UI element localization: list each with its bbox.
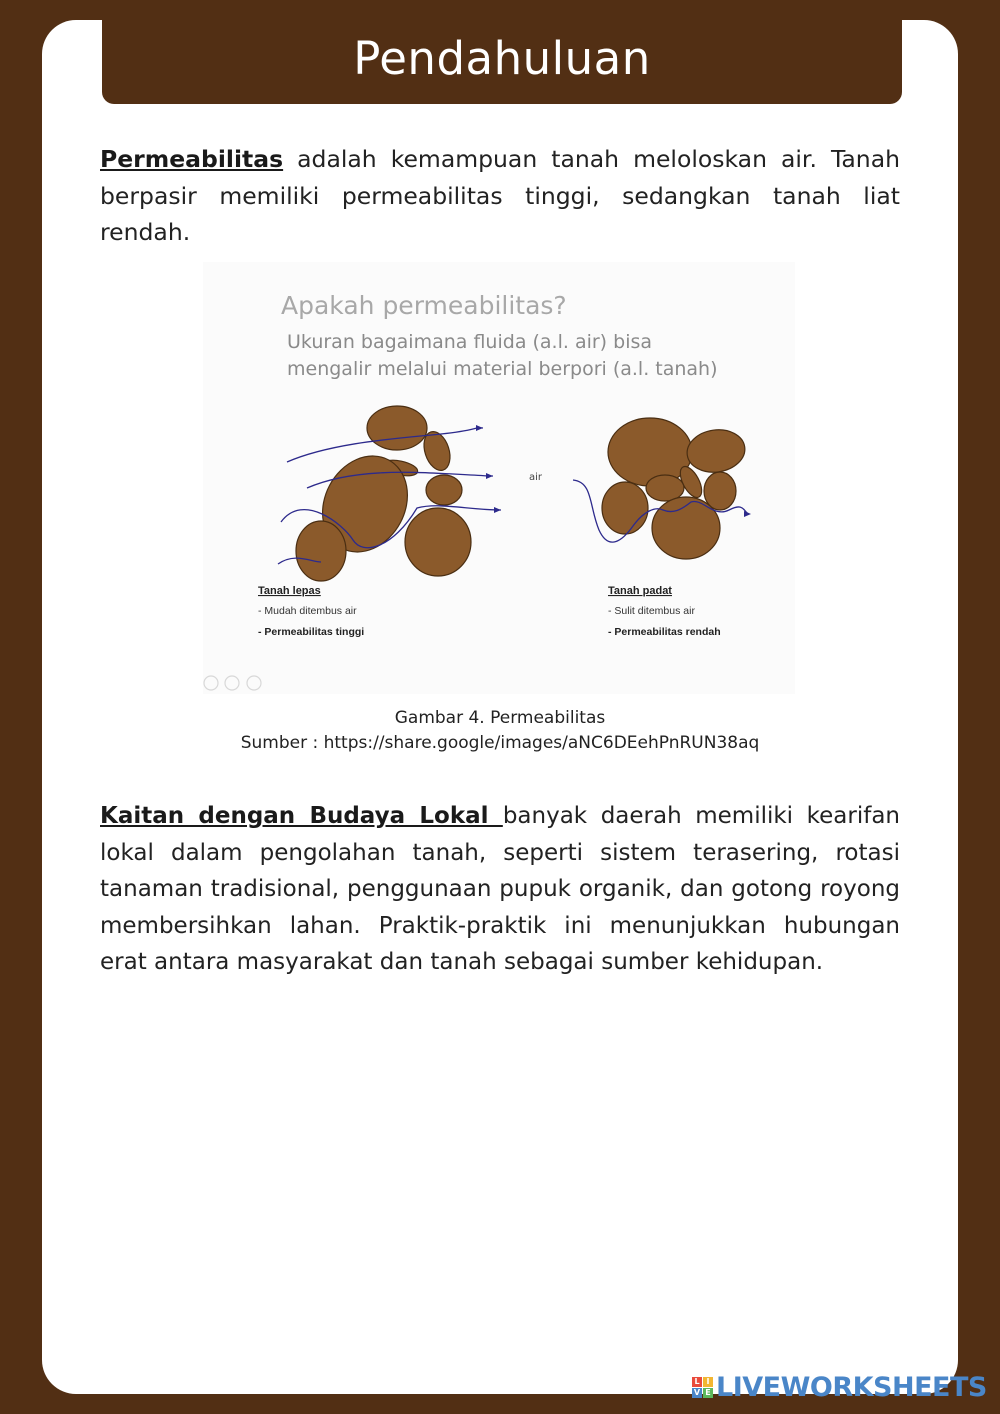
loose-soil-heading: Tanah lepas [258,585,321,597]
caption-title: Gambar 4. Permeabilitas [394,708,606,728]
figure-subtitle-1: Ukuran bagaimana fluida (a.l. air) bisa [287,331,653,353]
liveworksheets-watermark [692,1372,987,1403]
watermark-text: LIVEWORKSHEETS [716,1372,987,1403]
intro-paragraph [100,141,900,251]
dense-soil-point-2: - Permeabilitas rendah [608,626,721,638]
dense-soil-point-1: - Sulit ditembus air [608,605,695,617]
permeability-figure [203,262,795,694]
intro-term: Permeabilitas [100,145,284,173]
page-title: Pendahuluan [102,20,902,104]
local-culture-term: Kaitan dengan Budaya Lokal [100,803,503,829]
dense-soil-heading: Tanah padat [608,585,672,597]
local-culture-text: banyak daerah memiliki kearifan lokal dalam pengolahan tanah, seperti sistem terasering, rotasi tanaman tradisional, penggunaan pupuk organik, dan gotong royong membersihkan lahan. Praktik-praktik ini menunjukkan hubungan erat antara masyarakat dan tanah sebagai sumber kehidupan. [100,803,900,975]
figure-title: Apakah permeabilitas? [281,291,567,320]
intro-text: adalah kemampuan tanah meloloskan air. Tanah berpasir memiliki permeabilitas tinggi, sedangkan tanah liat rendah. [100,145,900,246]
caption-source: Sumber : https://share.google/images/aNC6DEehPnRUN38aq [240,733,760,753]
figure-subtitle-2: mengalir melalui material berpori (a.l. tanah) [287,358,718,380]
liveworksheets-logo-icon: L I V E [692,1377,713,1398]
figure-caption [100,706,900,756]
center-air-label: air [529,472,543,483]
local-culture-paragraph [100,798,900,981]
loose-soil-point-1: - Mudah ditembus air [258,605,357,617]
loose-soil-point-2: - Permeabilitas tinggi [258,626,365,638]
